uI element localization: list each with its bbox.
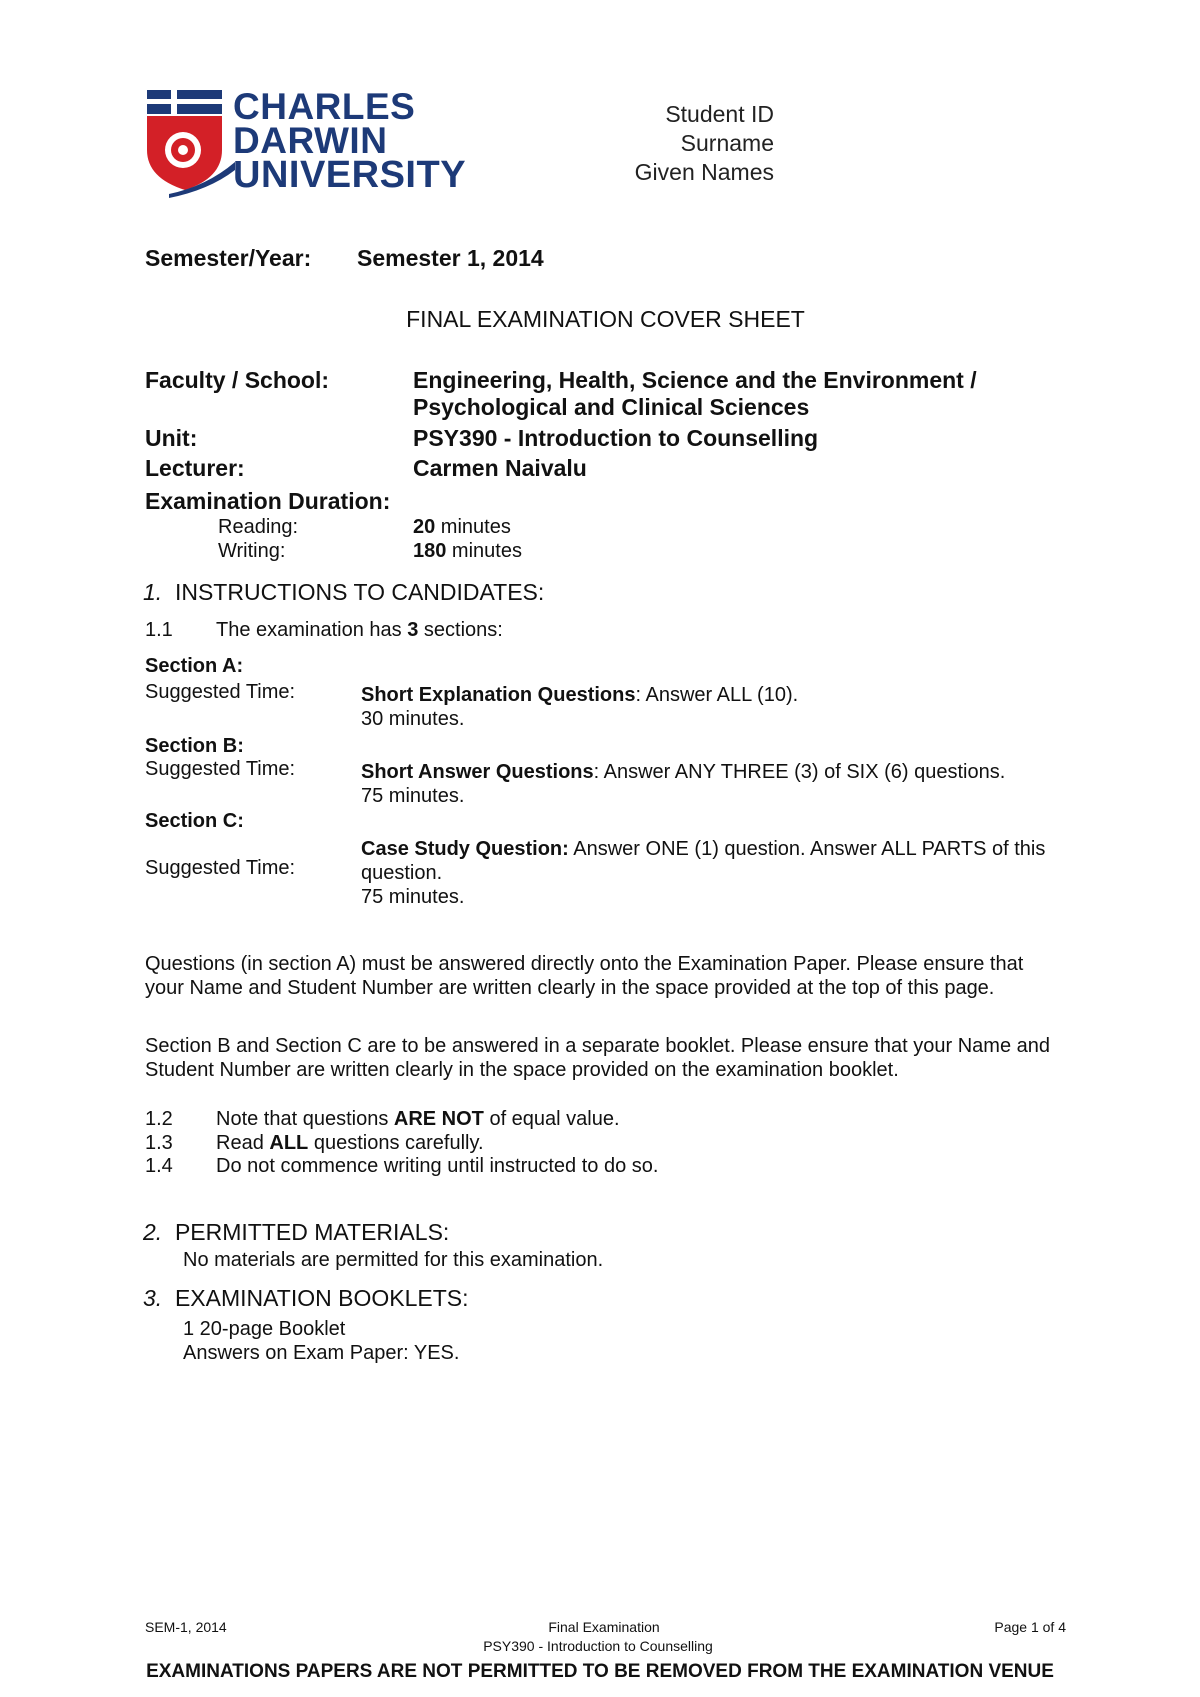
crest-icon (147, 90, 237, 198)
lecturer-label: Lecturer: (145, 455, 245, 481)
section-a-question: Short Explanation Questions: Answer ALL (10). (361, 684, 799, 706)
section-a-time: 30 minutes. (361, 708, 465, 730)
item-1-1-number: 1.1 (145, 619, 173, 641)
surname-label: Surname (680, 130, 774, 156)
item-1-3-number: 1.3 (145, 1132, 173, 1154)
section-c-question-cont: question. (361, 862, 443, 884)
section-a-answer-note: Questions (in section A) must be answered directly onto the Examination Paper. Please ensure that your Name and Student Number are written clearly in the space provided at the top of this page. (145, 953, 1024, 999)
section-bc-answer-note: Section B and Section C are to be answered in a separate booklet. Please ensure that your Name and Student Number are written clearly in the space provided on the examination booklet. (145, 1035, 1050, 1081)
section-c-question: Case Study Question: Answer ONE (1) question. Answer ALL PARTS of this (361, 838, 1046, 860)
reading-label: Reading: (218, 516, 299, 538)
section-b-question: Short Answer Questions: Answer ANY THREE (3) of SIX (6) questions. (361, 761, 1006, 783)
duration-label: Examination Duration: (145, 488, 391, 514)
booklets-line-2: Answers on Exam Paper: YES. (183, 1342, 460, 1364)
footer-notice: EXAMINATIONS PAPERS ARE NOT PERMITTED TO BE REMOVED FROM THE EXAMINATION VENUE (146, 1661, 1054, 1682)
university-logo (147, 88, 517, 200)
semester-value: Semester 1, 2014 (357, 245, 544, 271)
item-1-2-number: 1.2 (145, 1108, 173, 1130)
item-1-4-text: Do not commence writing until instructed to do so. (216, 1155, 659, 1177)
item-1-4-number: 1.4 (145, 1155, 173, 1177)
section-a-time-label: Suggested Time: (145, 681, 296, 703)
section-b-time: 75 minutes. (361, 785, 465, 807)
logo-line-3: UNIVERSITY (233, 154, 467, 196)
student-id-label: Student ID (665, 101, 774, 127)
booklets-heading: 3. EXAMINATION BOOKLETS: (143, 1285, 469, 1311)
section-a-label: Section A: (145, 655, 244, 677)
writing-label: Writing: (218, 540, 286, 562)
unit-label: Unit: (145, 425, 198, 451)
section-c-label: Section C: (145, 810, 244, 832)
booklets-line-1: 1 20-page Booklet (183, 1318, 346, 1340)
writing-value: 180 minutes (413, 540, 522, 562)
permitted-heading: 2. PERMITTED MATERIALS: (143, 1219, 450, 1245)
item-1-1-text: The examination has 3 sections: (216, 619, 503, 641)
footer-unit: PSY390 - Introduction to Counselling (483, 1638, 713, 1654)
logo-line-1: CHARLES (233, 86, 416, 127)
section-c-time: 75 minutes. (361, 886, 465, 908)
footer-semester: SEM-1, 2014 (145, 1619, 227, 1635)
logo-line-2: DARWIN (233, 120, 388, 161)
section-b-label: Section B: (145, 735, 244, 757)
faculty-value-line1: Engineering, Health, Science and the Environment / (413, 367, 977, 393)
semester-label: Semester/Year: (145, 245, 312, 271)
unit-value: PSY390 - Introduction to Counselling (413, 425, 819, 451)
page-title: FINAL EXAMINATION COVER SHEET (406, 306, 805, 332)
section-b-time-label: Suggested Time: (145, 758, 296, 780)
footer-exam-type: Final Examination (548, 1619, 660, 1635)
section-c-time-label: Suggested Time: (145, 857, 296, 879)
reading-value: 20 minutes (413, 516, 511, 538)
instructions-heading: 1. INSTRUCTIONS TO CANDIDATES: (143, 579, 545, 605)
given-names-label: Given Names (634, 159, 774, 185)
item-1-2-text: Note that questions ARE NOT of equal value. (216, 1108, 620, 1130)
permitted-text: No materials are permitted for this examination. (183, 1249, 604, 1271)
faculty-label: Faculty / School: (145, 367, 330, 393)
footer-page-number: Page 1 of 4 (994, 1619, 1066, 1635)
item-1-3-text: Read ALL questions carefully. (216, 1132, 484, 1154)
faculty-value-line2: Psychological and Clinical Sciences (413, 394, 810, 420)
lecturer-value: Carmen Naivalu (413, 455, 587, 481)
